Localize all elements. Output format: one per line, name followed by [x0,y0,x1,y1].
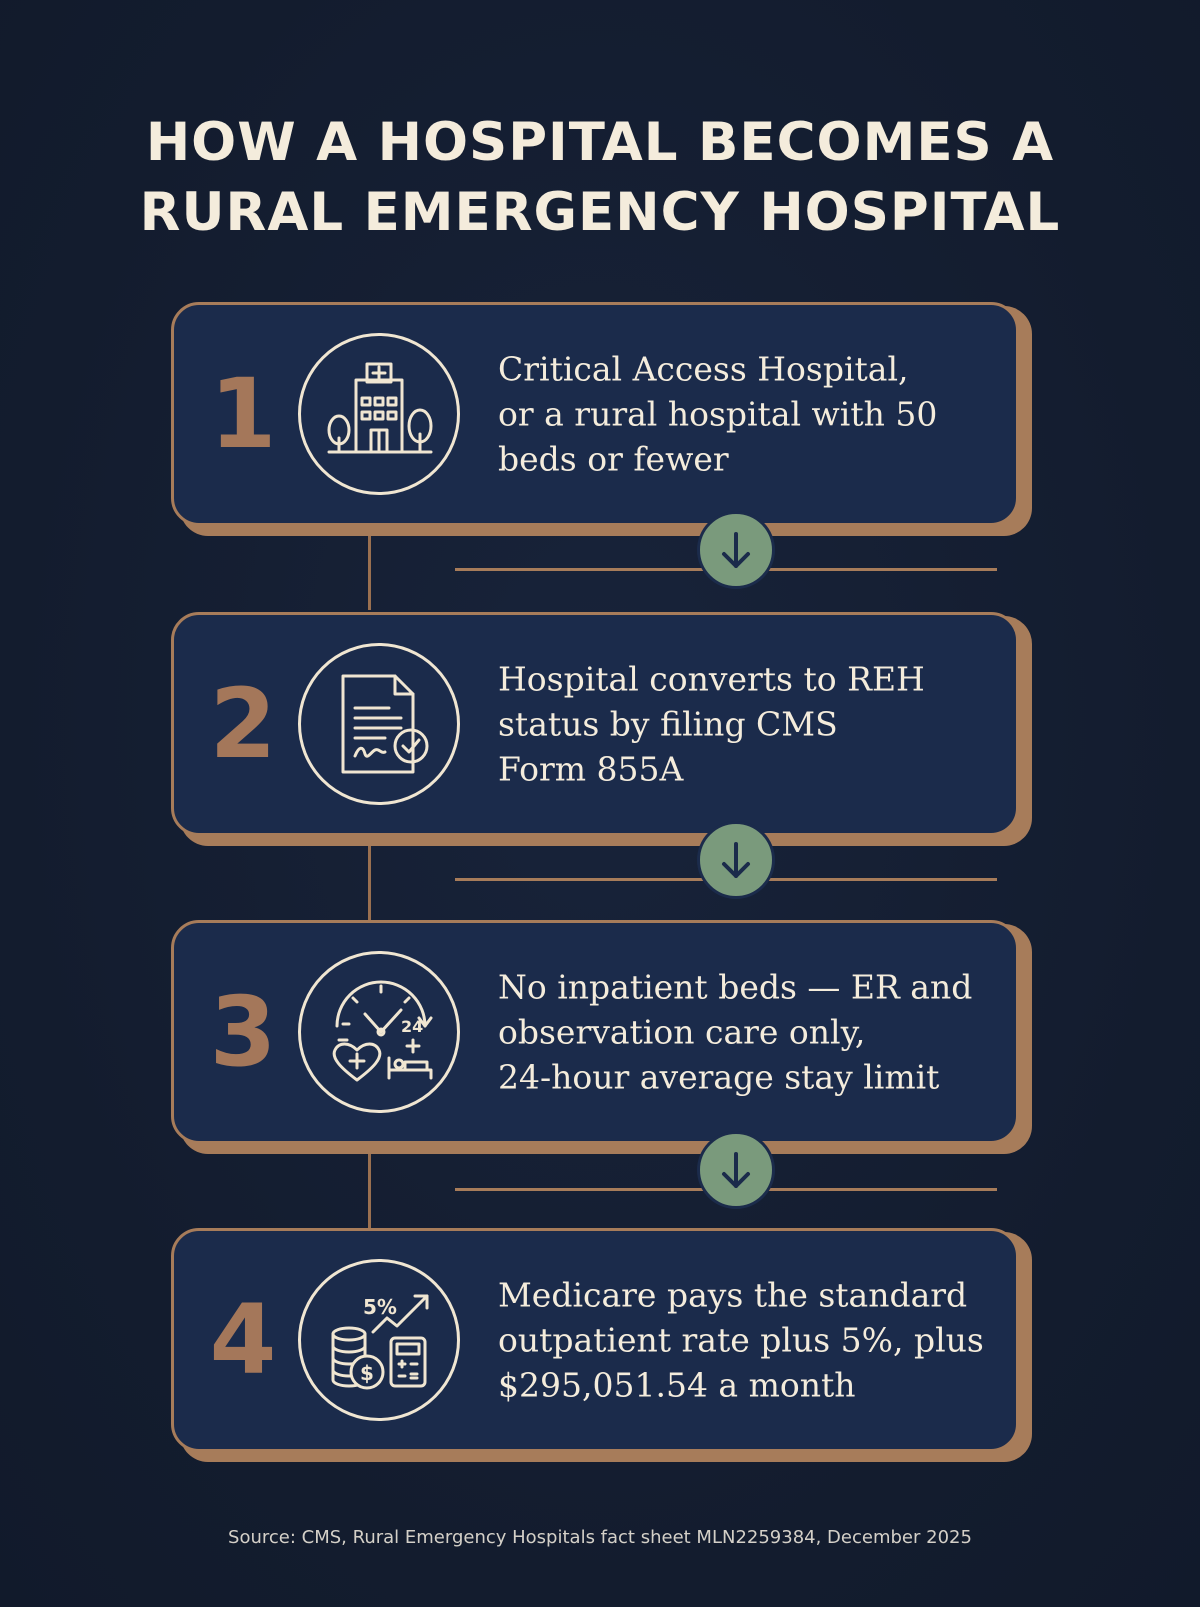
step-2-number: 2 [209,668,277,780]
step-3-text [498,965,998,1100]
source-note: Source: CMS, Rural Emergency Hospitals fact sheet MLN2259384, December 2025 [228,1527,972,1548]
step-4-card [171,1228,1019,1452]
step-3-card [171,920,1019,1144]
title-line-2: RURAL EMERGENCY HOSPITAL [139,182,1061,243]
step-2-arrow-badge [697,821,775,899]
step-1-line-1: Critical Access Hospital, [498,349,909,389]
step-1-arrow-badge [697,511,775,589]
step-4-text [498,1273,998,1408]
connector-line-2 [368,840,371,920]
step-2-line-2: status by filing CMS [498,704,838,744]
step-4-line-2: outpatient rate plus 5%, plus [498,1320,984,1360]
step-2-text [498,657,998,792]
page-title [0,108,1200,248]
step-1-text [498,347,998,482]
svg-text:$: $ [360,1361,374,1385]
step-1-line-2: or a rural hospital with 50 [498,394,938,434]
step-1-number: 1 [209,358,277,470]
step-2-card [171,612,1019,836]
arrow-down-icon [700,824,772,896]
clock-24-label: 24 [401,1017,424,1036]
step-3-number: 3 [209,976,277,1088]
coins-calculator-growth-icon [298,1259,460,1421]
arrow-down-icon [700,514,772,586]
percent-label: 5% [363,1295,397,1319]
step-3-line-2: observation care only, [498,1012,866,1052]
step-4-line-3: $295,051.54 a month [498,1365,856,1405]
step-3-arrow-badge [697,1131,775,1209]
clock-24-heart-bed-icon [298,951,460,1113]
connector-line-1 [368,530,371,610]
step-2-line-3: Form 855A [498,749,684,789]
step-2-line-1: Hospital converts to REH [498,659,925,699]
connector-line-3 [368,1148,371,1228]
title-line-1: HOW A HOSPITAL BECOMES A [145,112,1055,173]
hospital-building-icon [298,333,460,495]
signed-document-check-icon [298,643,460,805]
step-1-card [171,302,1019,526]
step-4-line-1: Medicare pays the standard [498,1275,968,1315]
step-3-line-3: 24-hour average stay limit [498,1057,940,1097]
step-4-number: 4 [209,1284,277,1396]
step-3-line-1: No inpatient beds — ER and [498,967,973,1007]
arrow-down-icon [700,1134,772,1206]
step-1-line-3: beds or fewer [498,439,729,479]
